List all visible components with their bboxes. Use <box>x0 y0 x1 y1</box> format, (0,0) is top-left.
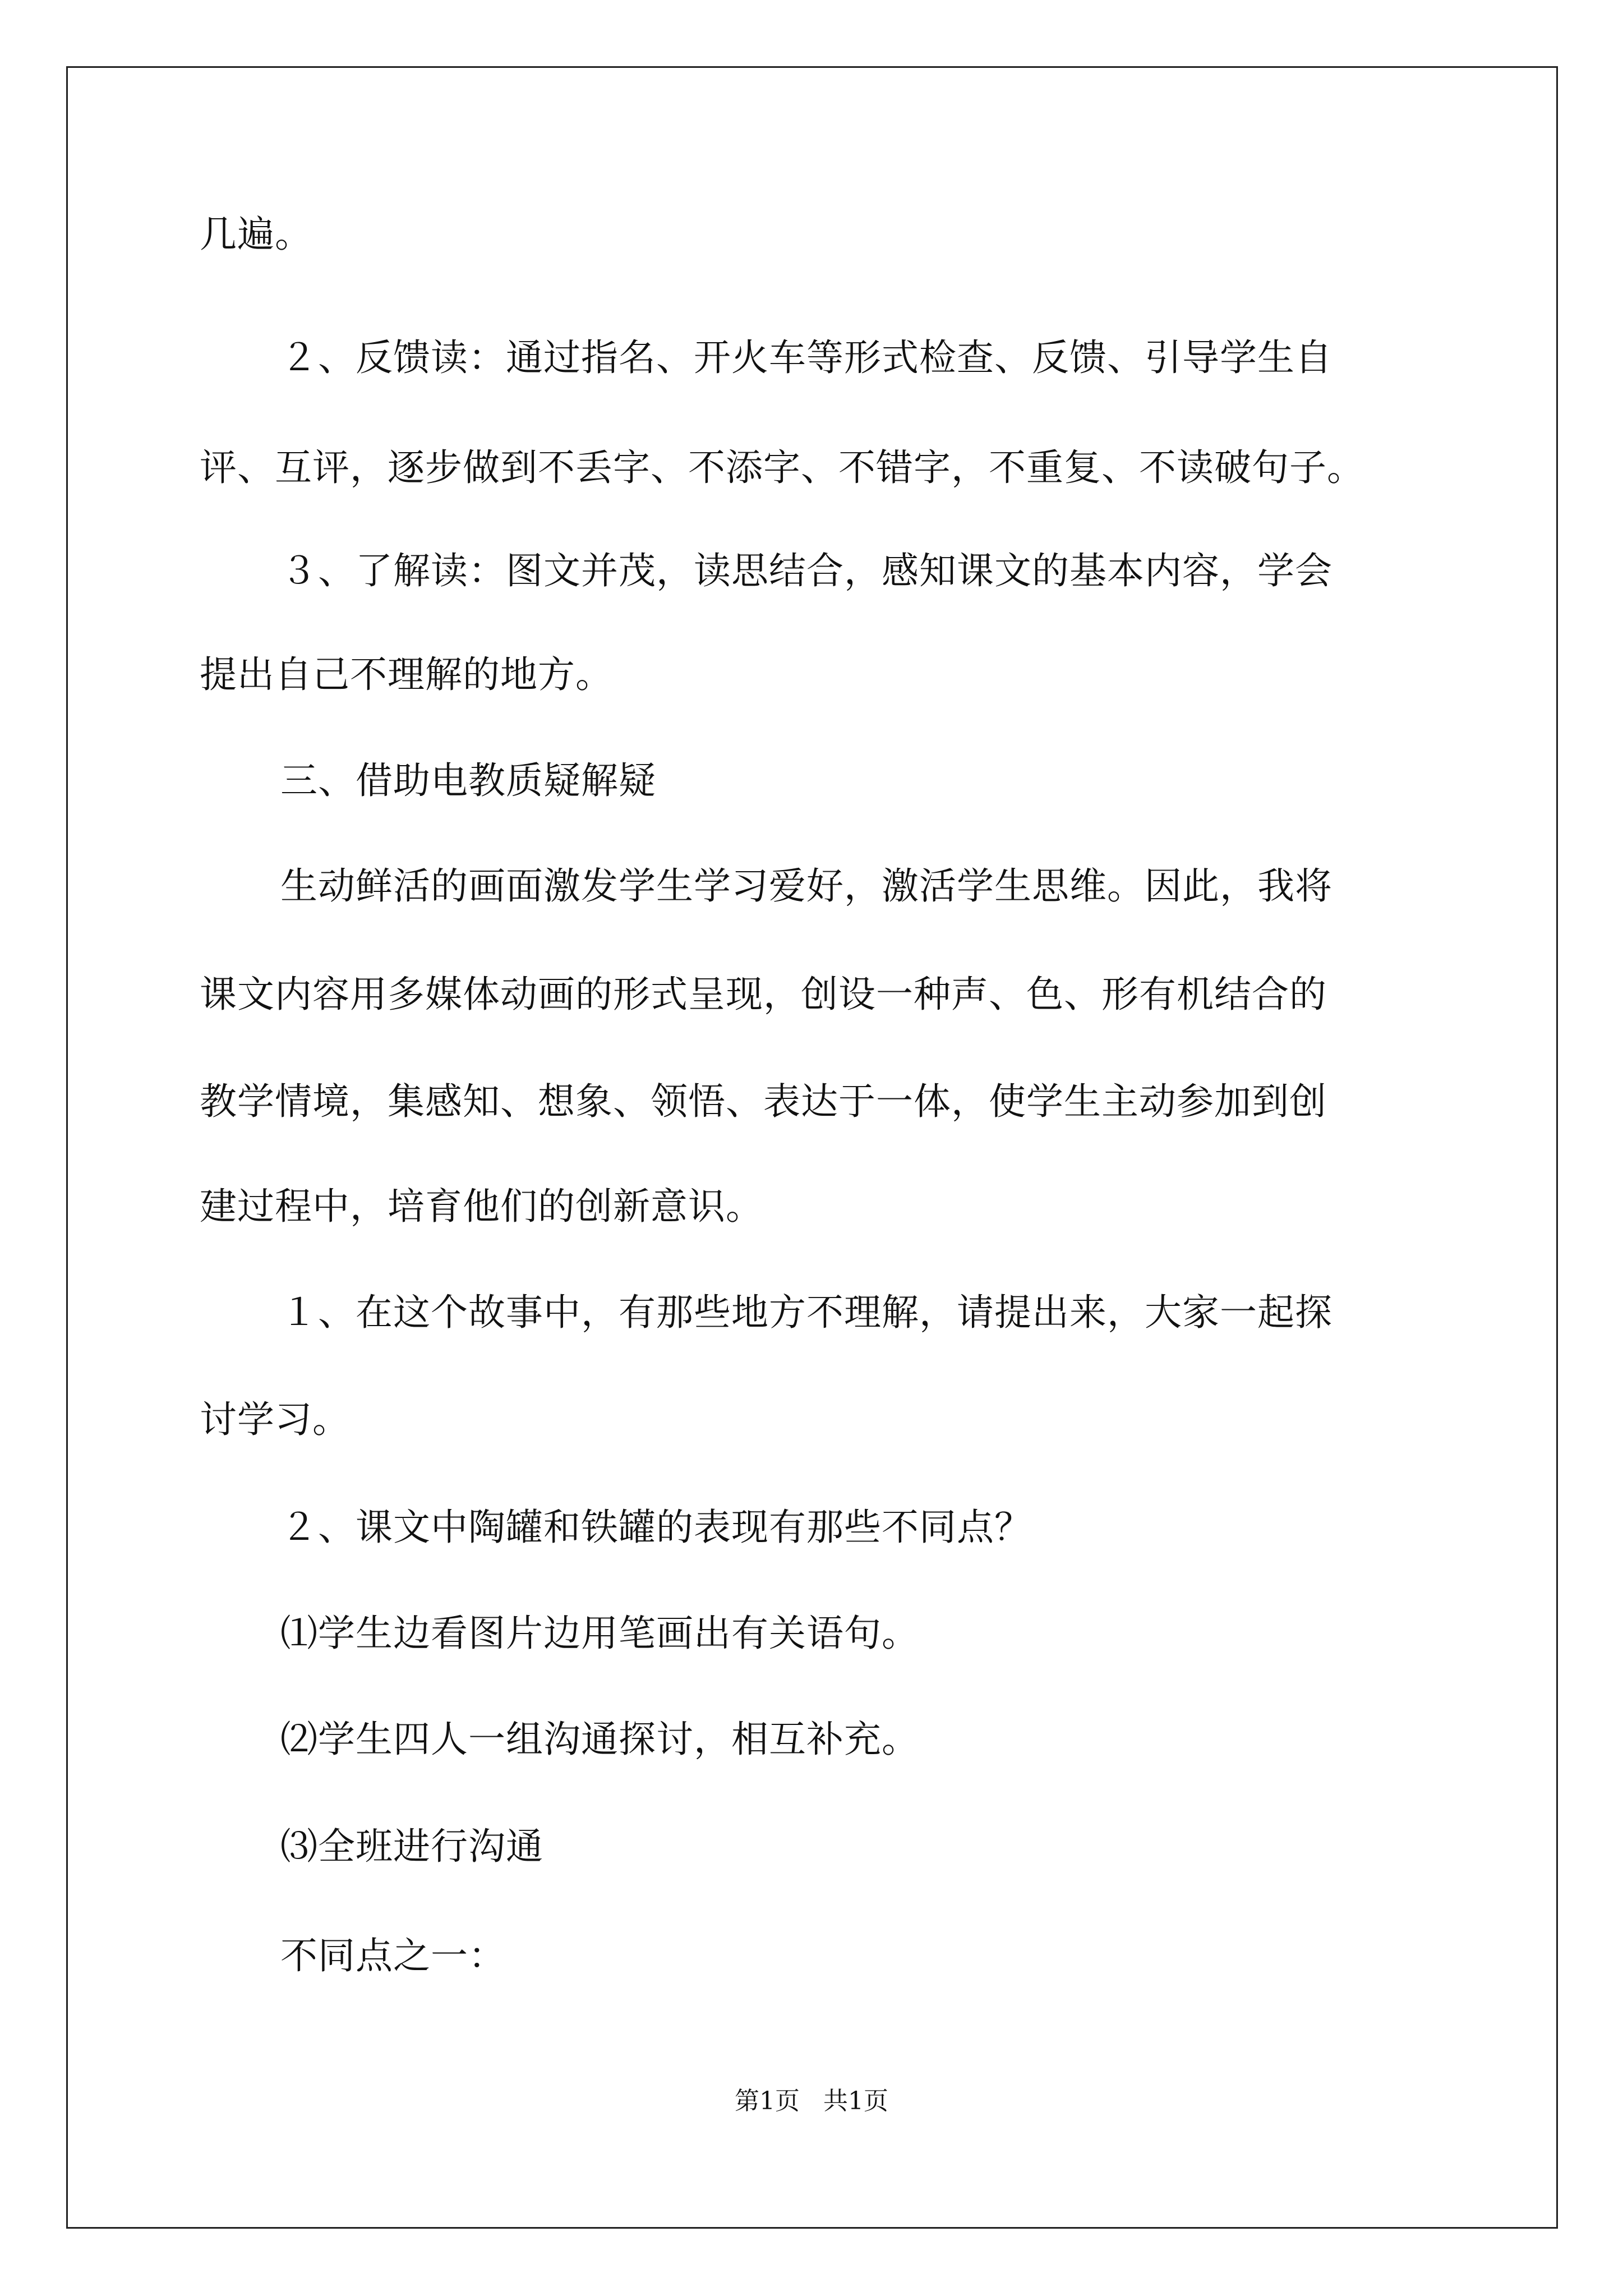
text-line-7: 生动鲜活的画面激发学生学习爱好，激活学生思维。因此，我将 <box>280 864 1332 908</box>
text-line-10: 建过程中，培育他们的创新意识。 <box>200 1185 763 1228</box>
text-line-12: 讨学习。 <box>200 1398 350 1441</box>
text-line-4: ３、了解读：图文并茂，读思结合，感知课文的基本内容，学会 <box>280 549 1332 592</box>
text-line-1: 几遍。 <box>200 213 312 256</box>
text-line-13: ２、课文中陶罐和铁罐的表现有那些不同点？ <box>280 1506 1032 1549</box>
text-line-2: ２、反馈读：通过指名、开火车等形式检查、反馈、引导学生自 <box>280 336 1332 379</box>
text-line-5: 提出自己不理解的地方。 <box>200 653 613 696</box>
text-line-16: ⑶全班进行沟通 <box>280 1825 543 1868</box>
text-line-14: ⑴学生边看图片边用笔画出有关语句。 <box>280 1612 919 1655</box>
section-heading: 三、借助电教质疑解疑 <box>280 759 656 802</box>
text-line-9: 教学情境，集感知、想象、领悟、表达于一体，使学生主动参加到创 <box>200 1080 1327 1123</box>
text-line-11: １、在这个故事中，有那些地方不理解，请提出来，大家一起探 <box>280 1291 1332 1334</box>
text-line-3: 评、互评，逐步做到不丢字、不添字、不错字，不重复、不读破句子。 <box>200 446 1364 489</box>
text-line-17: 不同点之一： <box>280 1934 506 1977</box>
page-footer: 第1页 共1页 <box>735 2087 888 2115</box>
text-line-8: 课文内容用多媒体动画的形式呈现，创设一种声、色、形有机结合的 <box>200 973 1327 1016</box>
page-border <box>66 66 1558 2229</box>
text-line-15: ⑵学生四人一组沟通探讨，相互补充。 <box>280 1718 919 1761</box>
